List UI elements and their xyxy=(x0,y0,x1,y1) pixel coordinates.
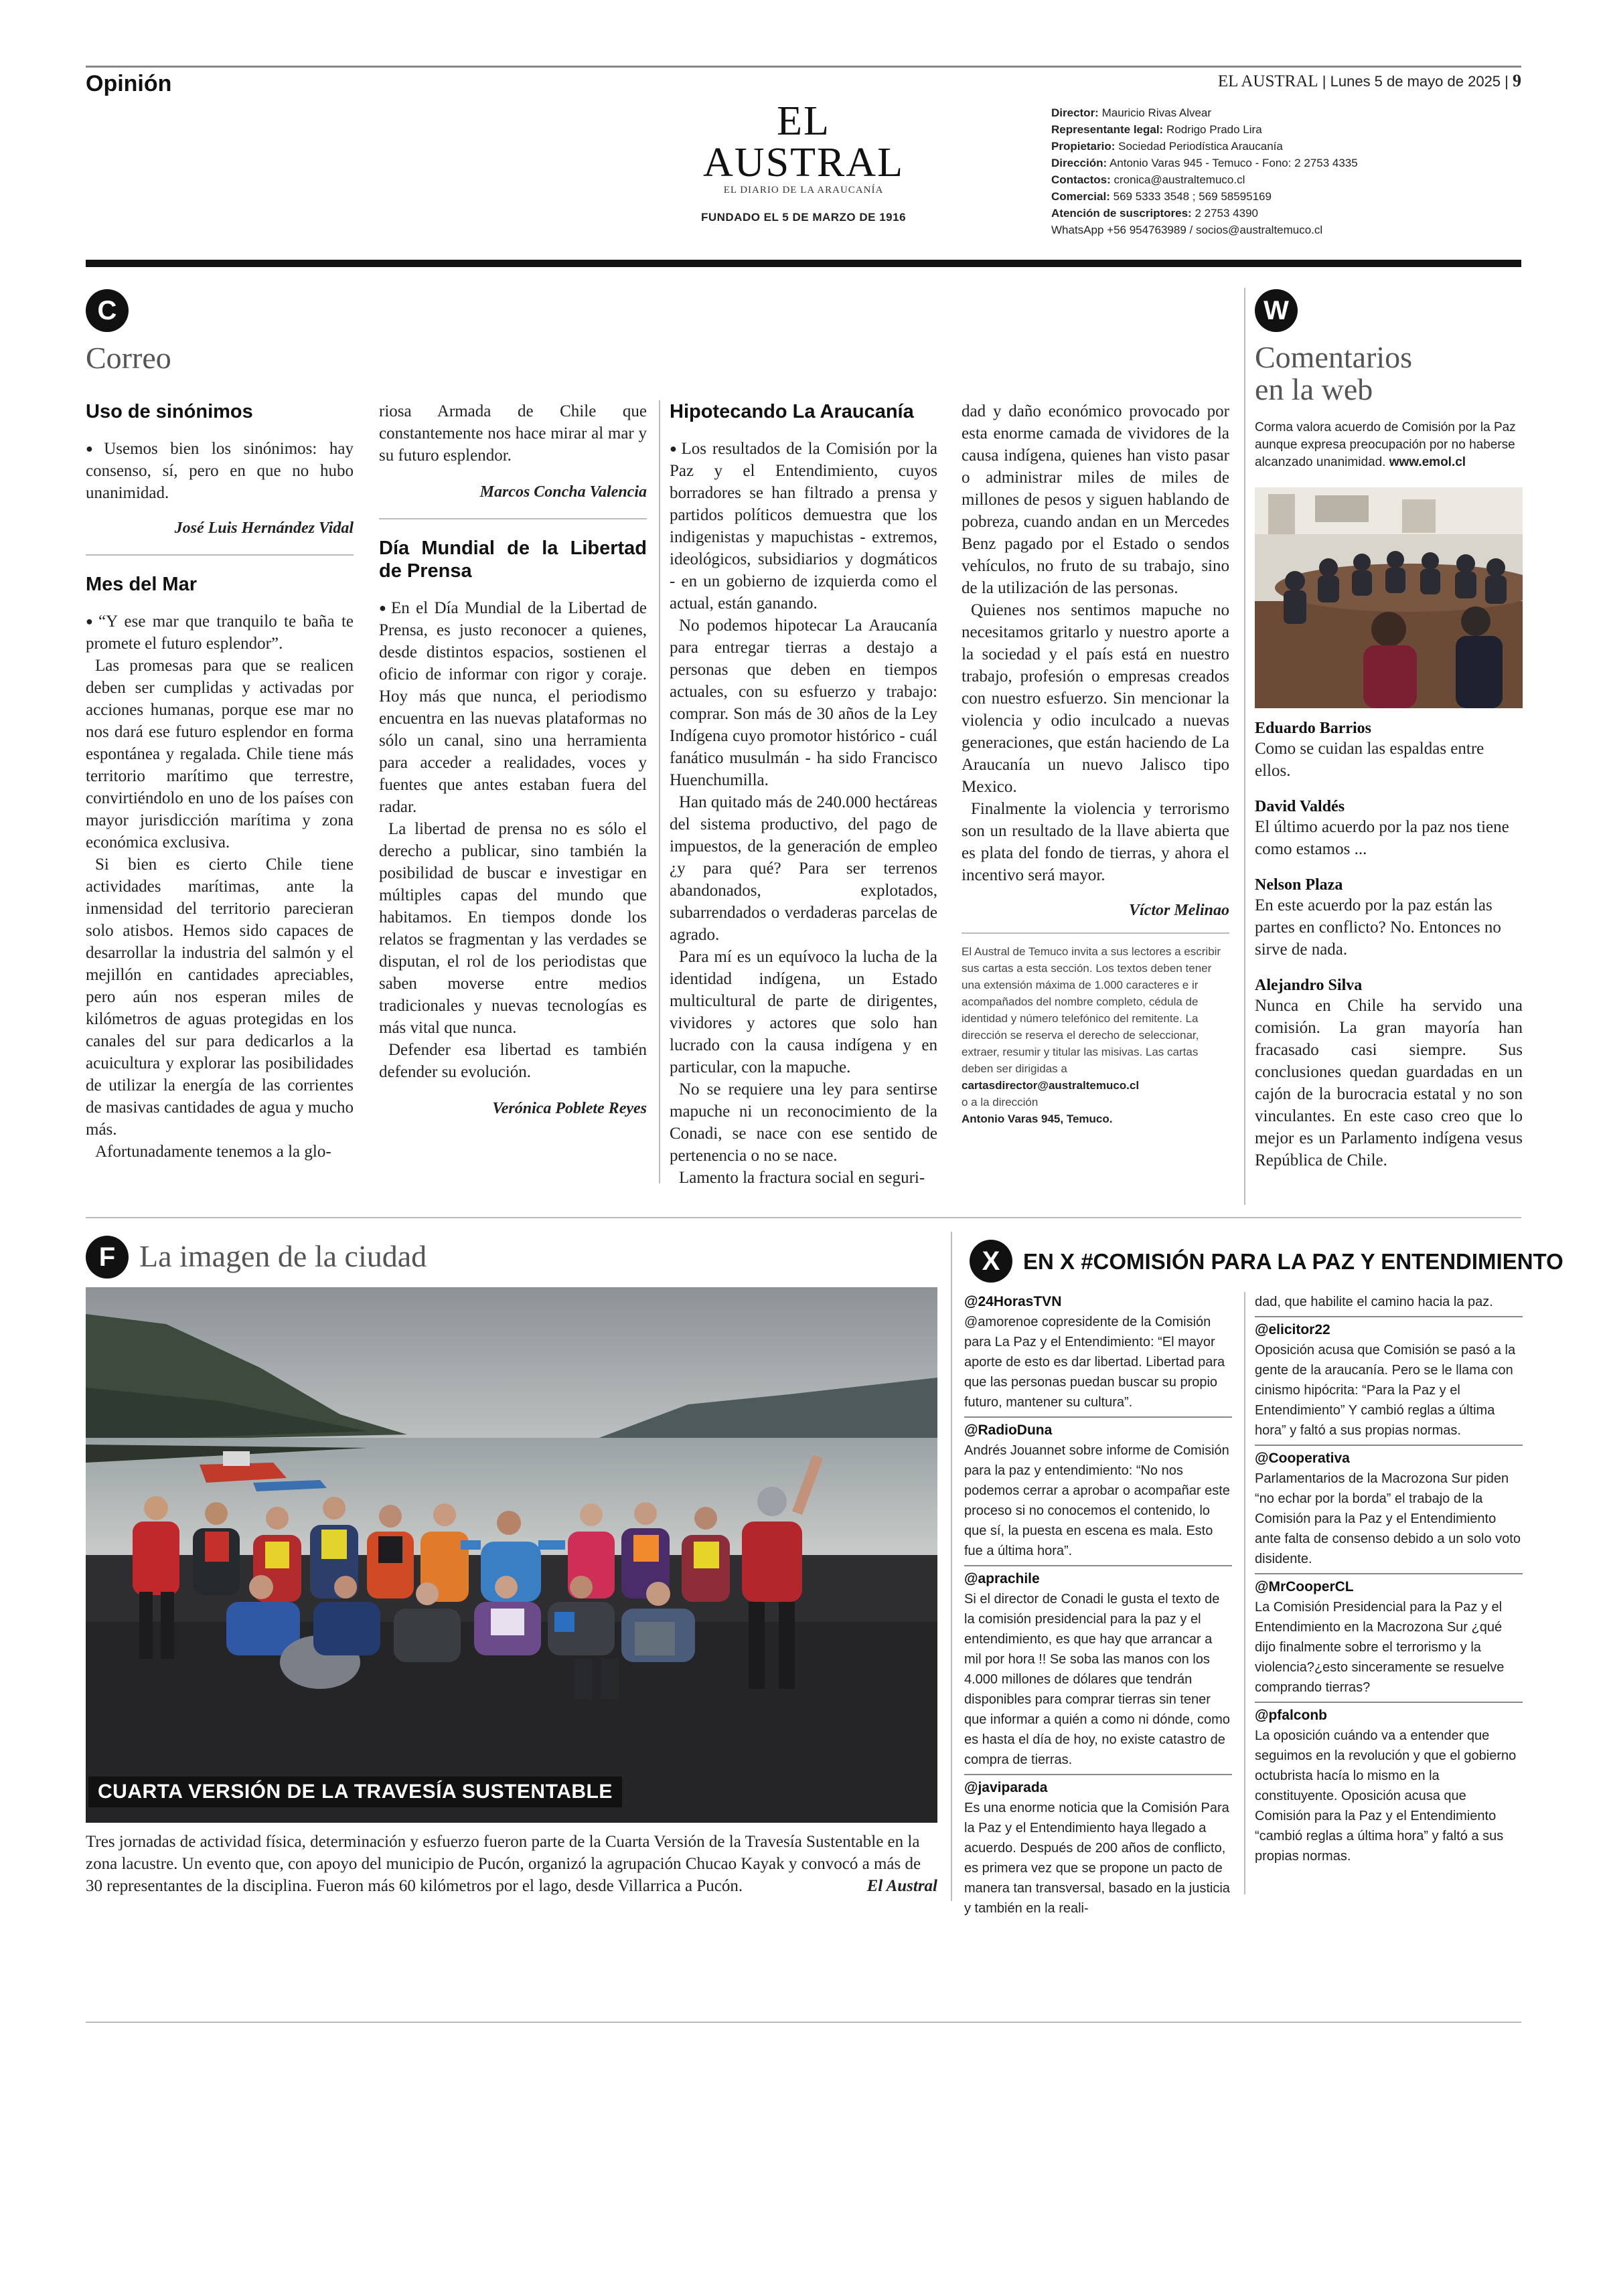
page-number: 9 xyxy=(1513,71,1521,90)
comment-text: En este acuerdo por la paz están las partes en conflicto? No. Entonces no sirve de nada. xyxy=(1255,896,1501,959)
notice-address: Antonio Varas 945, Temuco. xyxy=(962,1113,1113,1125)
photo-cutline: Tres jornadas de actividad física, determinación y esfuerzo fueron parte de la Cuarta Versión de la Travesía Sustentable en la zona lacustre. Un evento que, con apoyo del municipio de Pucón, organizó la agrupación Chucao Kayak y convocó a más de 30 representantes de la disciplina. Fueron más 60 kilómetros por el lago, desde Villarrica a Pucón. El Austral xyxy=(86,1831,937,1897)
letter-paragraph: ● “Y ese mar que tranquilo te baña te promete el futuro esplendor”. xyxy=(86,610,354,655)
tweet-divider xyxy=(1255,1573,1523,1574)
comment-text: Nunca en Chile ha servido una comisión. La gran mayoría han fracasado casi siempre. Sus conclusiones quedan guardadas en un cajón de la burocracia estatal y no son vinculantes. En este caso creo que lo mejor es un Parlamento indígena vesus República de Chile. xyxy=(1255,997,1523,1169)
section-name: Opinión xyxy=(86,71,172,96)
web-title: Comentarios en la web xyxy=(1255,340,1413,406)
tweet xyxy=(1255,1706,1523,1866)
tweet-handle[interactable]: @elicitor22 xyxy=(1255,1322,1330,1337)
tweet xyxy=(964,1569,1232,1770)
web-comment xyxy=(1255,798,1523,860)
tweets-column-2 xyxy=(1255,1292,1523,1866)
letter-headline: Hipotecando La Araucanía xyxy=(670,401,914,422)
column-rule xyxy=(1244,288,1245,1205)
letter-author: José Luis Hernández Vidal xyxy=(174,519,354,537)
dateline xyxy=(1218,71,1521,91)
tweet-divider xyxy=(964,1416,1232,1418)
tweet-divider xyxy=(964,1774,1232,1775)
column-rule xyxy=(659,400,660,1183)
paper-name: EL AUSTRAL xyxy=(1217,72,1318,90)
staff-line: Contactos: cronica@australtemuco.cl xyxy=(1051,173,1245,186)
letter-paragraph: No podemos hipotecar La Araucanía para entregar tierras a destajo a personas que deben en tiempos actuales, con su esfuerzo y trabajo: comprar. Son más de 30 años de la Ley Indígena cuyo promotor histórico - cuál fanático musulmán - ha sido Francisco Huenchumilla. xyxy=(670,617,937,789)
tweet-handle[interactable]: @aprachile xyxy=(964,1571,1040,1586)
staff-line: Comercial: 569 5333 3548 ; 569 58595169 xyxy=(1051,190,1272,203)
tweet-divider xyxy=(964,1565,1232,1566)
tweet-text: Si el director de Conadi le gusta el texto de la comisión presidencial para la paz y el entendimiento, es que hay que arrancar a mil por hora !! Se soba las manos con los 4.000 millones de dólares que tendrán disponibles para comprar tierras sin tener que informar a quién a como ni dónde, como es hasta el día de hoy, no existe catastro de compra de tierras. xyxy=(964,1592,1230,1767)
comment-text: El último acuerdo por la paz nos tiene como estamos ... xyxy=(1255,818,1509,858)
correo-column-3 xyxy=(670,400,937,1189)
tweet-handle[interactable]: @MrCooperCL xyxy=(1255,1579,1354,1594)
divider xyxy=(86,554,354,556)
staff-line: Representante legal: Rodrigo Prado Lira xyxy=(1051,123,1262,136)
letter-author: Marcos Concha Valencia xyxy=(479,483,647,501)
kayak-group-photo xyxy=(86,1287,937,1823)
tweet-divider xyxy=(1255,1316,1523,1317)
staff-box xyxy=(1051,104,1507,238)
tweet xyxy=(1255,1320,1523,1441)
web-comment xyxy=(1255,876,1523,961)
letter-paragraph: Afortunadamente tenemos a la glo- xyxy=(95,1143,331,1161)
tweet-handle[interactable]: @RadioDuna xyxy=(964,1422,1053,1438)
tweet xyxy=(964,1420,1232,1561)
header-rule xyxy=(86,260,1521,267)
divider xyxy=(379,518,647,519)
footer-rule xyxy=(86,2022,1521,2023)
submission-notice: El Austral de Temuco invita a sus lectores a escribir sus cartas a esta sección. Los textos deben tener una extensión máxima de 1.000 caracteres e ir acompañados del nombre completo, cédula de identidad y número telefónico del remitente. La dirección se reserva el derecho de seleccionar, extraer, resumir y titular las misivas. Las cartas deben ser dirigidas a cartasdirector@australtemuco.cl o a la dirección Antonio Varas 945, Temuco. xyxy=(962,945,1221,1125)
commenter-name: Nelson Plaza xyxy=(1255,876,1343,894)
correo-title: Correo xyxy=(86,341,171,375)
letter-headline: Uso de sinónimos xyxy=(86,401,253,422)
letter-paragraph: Finalmente la violencia y terrorismo son un resultado de la llave abierta que es plata del fondo de tierras, y ahora el incentivo será mayor. xyxy=(962,800,1229,884)
letter-paragraph: Lamento la fractura social en seguri- xyxy=(679,1169,925,1187)
tweet-text: La oposición cuándo va a entender que seguimos en la revolución y que el gobierno octubrista hacía lo mismo en la constituyente. Oposición acusa que Comisión para la Paz y el Entendimiento “cambió reglas a última hora” y faltó a sus propias normas. xyxy=(1255,1728,1517,1864)
letter-author: Verónica Poblete Reyes xyxy=(492,1100,647,1117)
tweet-text: Parlamentarios de la Macrozona Sur piden “no echar por la borda” el trabajo de la Comisión para la Paz y el Entendimiento ante falta de consenso debido a un solo voto disidente. xyxy=(1255,1471,1521,1566)
web-comment xyxy=(1255,977,1523,1171)
photo-credit: El Austral xyxy=(866,1877,937,1895)
web-site-link[interactable]: www.emol.cl xyxy=(1389,455,1466,469)
x-badge: X xyxy=(970,1240,1012,1283)
letter-paragraph: Para mí es un equívoco la lucha de la identidad indígena, un Estado multicultural de parte de dirigentes, vividores y actores que solo han lucrado con la causa indígena y en particular, con la mapuche. xyxy=(670,948,937,1076)
staff-line: WhatsApp +56 954763989 / socios@australtemuco.cl xyxy=(1051,224,1323,236)
letter-paragraph: Han quitado más de 240.000 hectáreas del sistema productivo, del pago de impuestos, de la generación de empleo ¿y para qué? Para ser terrenos abandonados, explotados, subarrendados o verdaderas parcelas de agrado. xyxy=(670,793,937,944)
letter-paragraph: ● En el Día Mundial de la Libertad de Prensa, es justo reconocer a quienes, desde distintos espacios, sostienen el oficio de informar con rigor y coraje. Hoy más que nunca, el periodismo encuentra en las nuevas plataformas no sólo un canal, sino una herramienta para acceder a realidades, voces y fuentes que antes estaban fuera del radar. xyxy=(379,597,647,818)
tweet-text: Es una enorme noticia que la Comisión Para la Paz y el Entendimiento haya llegado a acuerdo. Después de 200 años de conflicto, es primera vez que se propone un pacto de manera tan transversal, basado en la justicia y también en la reali- xyxy=(964,1801,1230,1916)
founded-line: FUNDADO EL 5 DE MARZO DE 1916 xyxy=(700,211,907,224)
tweet-handle[interactable]: @javiparada xyxy=(964,1780,1048,1795)
tweet-text: Andrés Jouannet sobre informe de Comisión para la paz y entendimiento: “No nos podemos cerrar a aprobar o acompañar este proceso si no conocemos el contenido, lo que sí, la puesta en escena es mala. Esto fue a última hora”. xyxy=(964,1443,1230,1558)
correo-badge: C xyxy=(86,289,129,332)
tweet xyxy=(1255,1449,1523,1569)
imagen-title: La imagen de la ciudad xyxy=(139,1239,427,1273)
web-photo xyxy=(1255,487,1523,708)
correo-column-2 xyxy=(379,400,647,1120)
tweet-text: Oposición acusa que Comisión se pasó a la gente de la araucanía. Pero se le llama con cinismo hipócrita: “Para la Paz y el Entendimiento” Y cambió reglas a última hora” y faltó a sus propias normas. xyxy=(1255,1343,1516,1438)
staff-line: Propietario: Sociedad Periodística Araucanía xyxy=(1051,140,1283,153)
staff-line: Dirección: Antonio Varas 945 - Temuco - Fono: 2 2753 4335 xyxy=(1051,157,1358,169)
letter-paragraph: La libertad de prensa no es sólo el derecho a publicar, sino también la posibilidad de buscar e investigar en múltiples capas del mundo que habitamos. En tiempos donde los relatos se fragmentan y las verdades se disputan, el rol de los periodistas que saben moverse entre medios tradicionales y nuevas tecnologías es más vital que nunca. xyxy=(379,820,647,1037)
tweet-text: @amorenoe copresidente de la Comisión para La Paz y el Entendimiento: “El mayor aporte de esto es dar libertad. Libertad para que las personas puedan buscar su propio futuro, mantener su cultura”. xyxy=(964,1315,1225,1410)
letter-paragraph: Si bien es cierto Chile tiene actividades marítimas, ante la inmensidad del territorio parecieran solo atisbos. Hemos sido capaces de desarrollar la industria del salmón y el mejillón en cantidades apreciables, pero aún nos esperan miles de kilómetros de aguas protegidas en los canales del sur para dedicarlos a la acuicultura y explorar las posibilidades de utilizar la energía de las corrientes de masivas cantidades de agua y mucho más. xyxy=(86,855,354,1139)
tweet-handle[interactable]: @24HorasTVN xyxy=(964,1294,1062,1309)
commenter-name: Eduardo Barrios xyxy=(1255,720,1372,737)
tweet xyxy=(964,1292,1232,1412)
tweet-text: La Comisión Presidencial para la Paz y el Entendimiento en la Macrozona Sur ¿qué dijo finalmente sobre el terrorismo y la violencia?¿esto sinceramente se resuelve comprando tierras? xyxy=(1255,1600,1505,1695)
photo-caption-bar: CUARTA VERSIÓN DE LA TRAVESÍA SUSTENTABLE xyxy=(88,1777,622,1807)
section-divider xyxy=(86,1217,1521,1218)
correo-column-4 xyxy=(962,400,1229,1127)
letter-paragraph: No se requiere una ley para sentirse mapuche ni un reconocimiento de la Conadi, se nace con ese sentido de pertenencia o no se nace. xyxy=(670,1080,937,1165)
tweet-handle[interactable]: @pfalconb xyxy=(1255,1708,1327,1723)
tweet xyxy=(1255,1577,1523,1698)
masthead xyxy=(690,100,917,224)
tweet-divider xyxy=(1255,1702,1523,1703)
imagen-badge: F xyxy=(86,1236,129,1279)
letter-paragraph: ● Los resultados de la Comisión por la Paz y el Entendimiento, cuyos borradores se han filtrado a prensa y partidos políticos demuestra que los indigenistas y mapuchistas - extremos, ideológicos, subsidiarios y dogmáticos - en un gobierno de izquierda como el actual, están ganando. xyxy=(670,438,937,614)
column-rule xyxy=(1244,1292,1245,1894)
letter-author: Víctor Melinao xyxy=(1128,902,1229,919)
letter-paragraph: Defender esa libertad es también defender su evolución. xyxy=(379,1041,647,1081)
x-section-title: EN X #COMISIÓN PARA LA PAZ Y ENTENDIMIENTO xyxy=(1023,1249,1563,1274)
letter-paragraph: riosa Armada de Chile que constantemente nos hace mirar al mar y su futuro esplendor. xyxy=(379,402,647,465)
top-rule xyxy=(86,66,1521,68)
web-comment xyxy=(1255,720,1523,782)
web-intro: Corma valora acuerdo de Comisión por la Paz aunque expresa preocupación por no haberse alcanzado unanimidad. www.emol.cl xyxy=(1255,420,1516,469)
divider xyxy=(962,932,1229,934)
date: | Lunes 5 de mayo de 2025 | xyxy=(1322,73,1509,90)
letter-paragraph: Quienes nos sentimos mapuche no necesitamos gritarlo y nuestro aporte a la sociedad y el país está en nuestro trabajo, profesión o empresas creados con nuestro esfuerzo. Sin mencionar la violencia y odio inculcado a nuevas generaciones, que están haciendo de La Araucanía un nuevo Jalisco tipo Mexico. xyxy=(962,601,1229,796)
tweets-column-1 xyxy=(964,1292,1232,1918)
commenter-name: David Valdés xyxy=(1255,798,1345,815)
column-rule xyxy=(951,1232,952,1901)
newspaper-logo: EL AUSTRAL xyxy=(703,98,904,185)
comment-text: Como se cuidan las espaldas entre ellos. xyxy=(1255,740,1484,780)
staff-line: Director: Mauricio Rivas Alvear xyxy=(1051,106,1212,119)
web-badge: W xyxy=(1255,289,1298,332)
tweet-divider xyxy=(1255,1445,1523,1446)
letter-body: ● Usemos bien los sinónimos: hay consenso, sí, pero en que no hubo unanimidad. xyxy=(86,438,354,504)
tweet-handle[interactable]: @Cooperativa xyxy=(1255,1451,1350,1466)
notice-email[interactable]: cartasdirector@australtemuco.cl xyxy=(962,1079,1140,1092)
letter-headline: Mes del Mar xyxy=(86,574,197,595)
tweet-continued: dad, que habilite el camino hacia la paz. xyxy=(1255,1295,1493,1309)
letter-paragraph: dad y daño económico provocado por esta enorme camada de vividores de la causa indígena, quienes han visto pasar o administrar miles de miles de millones de pesos y siguen hablando de pobreza, cuando andan en un Mercedes Benz pagado por el Estado o sendos vehículos, no fruto de su trabajo, sino de la utilización de las personas. xyxy=(962,402,1229,597)
tweet xyxy=(964,1778,1232,1918)
logo-subtitle: EL DIARIO DE LA ARAUCANÍA xyxy=(723,185,884,195)
web-comments xyxy=(1255,720,1523,1171)
letter-paragraph: Las promesas para que se realicen deben ser cumplidas y activadas por acciones humanas, porque ese mar no nos dará ese futuro esplendor en forma espontánea y regalada. Chile tiene más territorio marítimo que terrestre, convirtiéndolo en uno de los países con mayor jurisdicción marítima y zona económica exclusiva. xyxy=(86,657,354,851)
staff-line: Atención de suscriptores: 2 2753 4390 xyxy=(1051,207,1258,220)
correo-column-1 xyxy=(86,400,354,1163)
letter-headline: Día Mundial de la Libertad de Prensa xyxy=(379,538,647,582)
commenter-name: Alejandro Silva xyxy=(1255,977,1363,994)
